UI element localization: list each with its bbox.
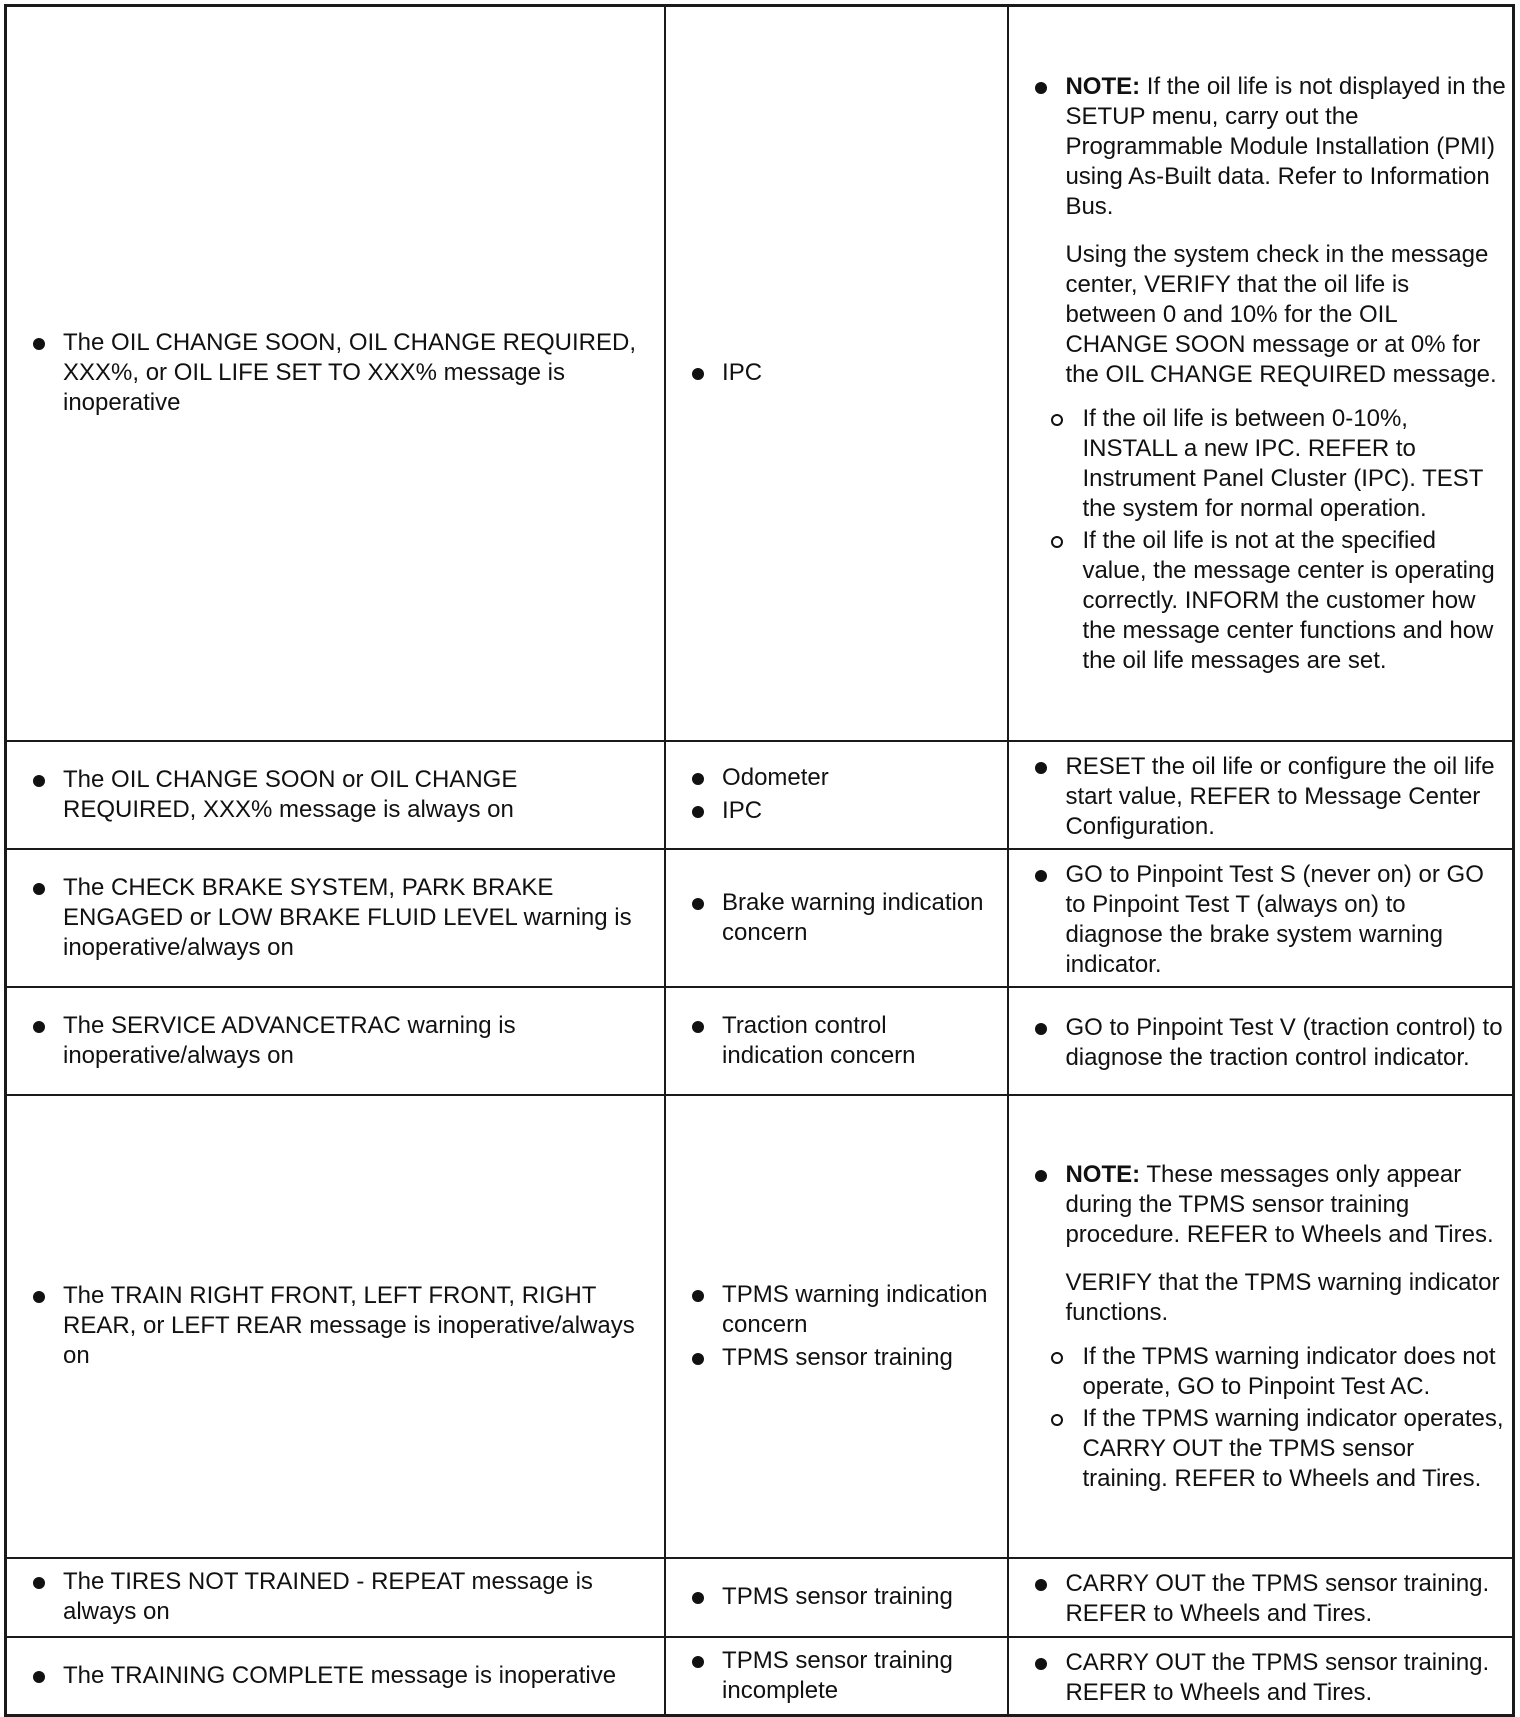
condition-cell <box>6 1095 666 1558</box>
table-row <box>6 741 1514 849</box>
action-cell <box>1008 987 1513 1095</box>
source-item: Odometer <box>688 763 993 793</box>
source-cell <box>665 1637 1008 1716</box>
condition-cell <box>6 1637 666 1716</box>
condition-cell <box>6 6 666 741</box>
source-item: TPMS sensor training <box>688 1343 993 1373</box>
action-cell <box>1008 1558 1513 1637</box>
source-cell <box>665 987 1008 1095</box>
sub-action-item: If the oil life is not at the specified value, the message center is operating correctly. INFORM the customer how the message center functions and how the oil life messages are set. <box>1031 526 1506 676</box>
source-item: TPMS warning indication concern <box>688 1280 993 1340</box>
source-cell <box>665 741 1008 849</box>
action-cell <box>1008 1095 1513 1558</box>
table-row <box>6 1095 1514 1558</box>
action-cell <box>1008 6 1513 741</box>
action-item: GO to Pinpoint Test S (never on) or GO to Pinpoint Test T (always on) to diagnose the brake system warning indicator. <box>1031 860 1506 980</box>
action-item: CARRY OUT the TPMS sensor training. REFER to Wheels and Tires. <box>1031 1648 1506 1708</box>
condition-text: The SERVICE ADVANCETRAC warning is inoperative/always on <box>29 1011 650 1071</box>
action-item: CARRY OUT the TPMS sensor training. REFER to Wheels and Tires. <box>1031 1569 1506 1629</box>
action-cell <box>1008 1637 1513 1716</box>
sub-action-item: If the TPMS warning indicator operates, CARRY OUT the TPMS sensor training. REFER to Wheels and Tires. <box>1031 1404 1506 1494</box>
source-item: Traction control indication concern <box>688 1011 993 1071</box>
condition-text: The TRAIN RIGHT FRONT, LEFT FRONT, RIGHT REAR, or LEFT REAR message is inoperative/always on <box>29 1281 650 1371</box>
condition-cell <box>6 741 666 849</box>
table-row <box>6 1558 1514 1637</box>
condition-text: The OIL CHANGE SOON or OIL CHANGE REQUIRED, XXX% message is always on <box>29 765 650 825</box>
condition-cell <box>6 987 666 1095</box>
symptom-chart-page <box>4 4 1515 1717</box>
action-item: GO to Pinpoint Test V (traction control) to diagnose the traction control indicator. <box>1031 1013 1506 1073</box>
sub-action-item: If the TPMS warning indicator does not operate, GO to Pinpoint Test AC. <box>1031 1342 1506 1402</box>
note-item <box>1031 72 1506 222</box>
action-cell <box>1008 849 1513 987</box>
note-text: If the oil life is not displayed in the SETUP menu, carry out the Programmable Module Installation (PMI) using As-Built data. Refer to Information Bus. <box>1065 73 1506 221</box>
condition-text: The OIL CHANGE SOON, OIL CHANGE REQUIRED, XXX%, or OIL LIFE SET TO XXX% message is inoperative <box>29 328 650 418</box>
source-cell <box>665 1558 1008 1637</box>
condition-text: The TIRES NOT TRAINED - REPEAT message is always on <box>29 1567 650 1627</box>
symptom-chart-table <box>4 4 1515 1717</box>
source-item: TPMS sensor training incomplete <box>688 1646 993 1706</box>
condition-text: The CHECK BRAKE SYSTEM, PARK BRAKE ENGAGED or LOW BRAKE FLUID LEVEL warning is inoperative/always on <box>29 873 650 963</box>
source-cell <box>665 6 1008 741</box>
table-row <box>6 1637 1514 1716</box>
source-cell <box>665 849 1008 987</box>
table-row <box>6 849 1514 987</box>
action-paragraph: Using the system check in the message center, VERIFY that the oil life is between 0 and 10% for the OIL CHANGE SOON message or at 0% for the OIL CHANGE REQUIRED message. <box>1065 241 1497 389</box>
sub-action-item: If the oil life is between 0-10%, INSTALL a new IPC. REFER to Instrument Panel Cluster (IPC). TEST the system for normal operation. <box>1031 404 1506 524</box>
source-item: IPC <box>688 796 993 826</box>
table-row <box>6 6 1514 741</box>
condition-cell <box>6 1558 666 1637</box>
action-paragraph: VERIFY that the TPMS warning indicator functions. <box>1065 1269 1500 1326</box>
condition-text: The TRAINING COMPLETE message is inoperative <box>29 1661 650 1691</box>
source-cell <box>665 1095 1008 1558</box>
condition-cell <box>6 849 666 987</box>
action-item: RESET the oil life or configure the oil life start value, REFER to Message Center Configuration. <box>1031 752 1506 842</box>
source-item: Brake warning indication concern <box>688 888 993 948</box>
note-item <box>1031 1160 1506 1250</box>
source-item: IPC <box>688 358 993 388</box>
note-label: NOTE: <box>1065 1161 1141 1188</box>
table-row <box>6 987 1514 1095</box>
action-cell <box>1008 741 1513 849</box>
note-text: These messages only appear during the TPMS sensor training procedure. REFER to Wheels and Tires. <box>1065 1161 1494 1248</box>
source-item: TPMS sensor training <box>688 1582 993 1612</box>
note-label: NOTE: <box>1065 73 1141 101</box>
